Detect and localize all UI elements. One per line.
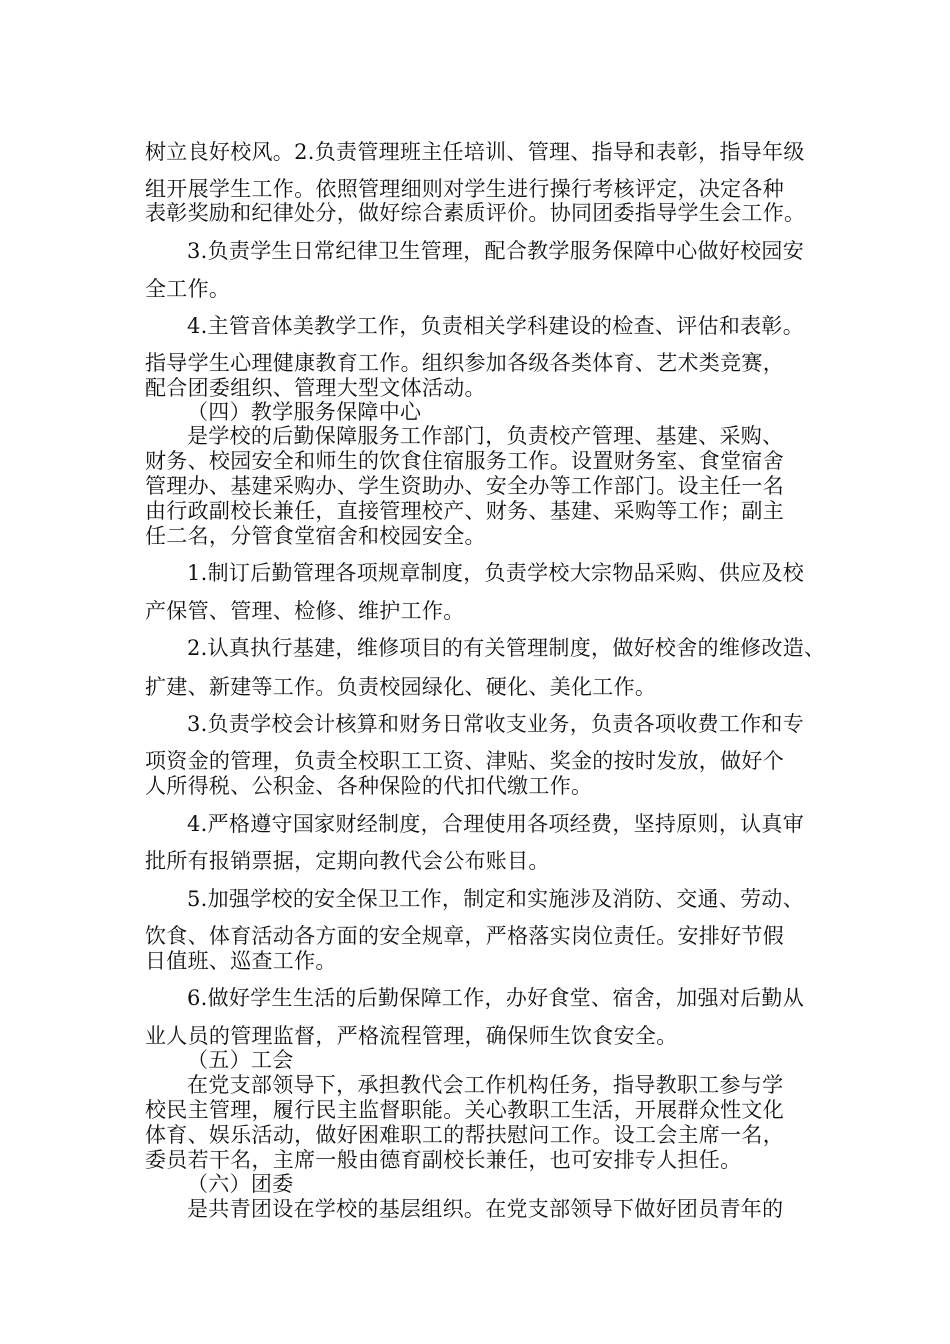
section-heading: （四）教学服务保障中心 <box>187 400 422 424</box>
text-line: 6.做好学生生活的后勤保障工作，办好食堂、宿舍，加强对后勤从 <box>187 986 805 1010</box>
text-line: 1.制订后勤管理各项规章制度，负责学校大宗物品采购、供应及校 <box>187 561 805 585</box>
text-line: 饮食、体育活动各方面的安全规章，严格落实岗位责任。安排好节假 <box>145 924 784 948</box>
section-heading: （六）团委 <box>187 1172 294 1196</box>
text-line: 组开展学生工作。依照管理细则对学生进行操行考核评定，决定各种 <box>145 177 784 201</box>
text-line: 业人员的管理监督，严格流程管理，确保师生饮食安全。 <box>145 1024 678 1048</box>
text-line: 3.负责学生日常纪律卫生管理，配合教学服务保障中心做好校园安 <box>187 239 805 263</box>
text-line: 5.加强学校的安全保卫工作，制定和实施涉及消防、交通、劳动、 <box>187 887 805 911</box>
text-line: 产保管、管理、检修、维护工作。 <box>145 599 465 623</box>
text-line: 配合团委组织、管理大型文体活动。 <box>145 376 486 400</box>
text-line: 4.严格遵守国家财经制度，合理使用各项经费，坚持原则，认真审 <box>187 812 805 836</box>
text-line: 项资金的管理，负责全校职工工资、津贴、奖金的按时发放，做好个 <box>145 749 784 773</box>
text-line: 3.负责学校会计核算和财务日常收支业务，负责各项收费工作和专 <box>187 712 805 736</box>
text-line: 体育、娱乐活动，做好困难职工的帮扶慰问工作。设工会主席一名， <box>145 1123 784 1147</box>
text-line: 人所得税、公积金、各种保险的代扣代缴工作。 <box>145 774 593 798</box>
text-line: 批所有报销票据，定期向教代会公布账目。 <box>145 849 550 873</box>
text-line: 表彰奖励和纪律处分，做好综合素质评价。协同团委指导学生会工作。 <box>145 201 806 225</box>
text-line: 由行政副校长兼任，直接管理校产、财务、基建、采购等工作；副主 <box>145 499 784 523</box>
text-line: 在党支部领导下，承担教代会工作机构任务，指导教职工参与学 <box>187 1073 784 1097</box>
text-line: 2.认真执行基建，维修项目的有关管理制度，做好校舍的维修改造、 <box>187 636 826 660</box>
text-line: 全工作。 <box>145 277 231 301</box>
text-line: 任二名，分管食堂宿舍和校园安全。 <box>145 524 486 548</box>
text-line: 财务、校园安全和师生的饮食住宿服务工作。设置财务室、食堂宿舍 <box>145 449 784 473</box>
text-line: 扩建、新建等工作。负责校园绿化、硬化、美化工作。 <box>145 675 657 699</box>
section-heading: （五）工会 <box>187 1048 294 1072</box>
text-line: 4.主管音体美教学工作，负责相关学科建设的检查、评估和表彰。 <box>187 314 805 338</box>
text-line: 是学校的后勤保障服务工作部门，负责校产管理、基建、采购、 <box>187 424 784 448</box>
text-line: 指导学生心理健康教育工作。组织参加各级各类体育、艺术类竞赛， <box>145 351 784 375</box>
text-line: 委员若干名，主席一般由德育副校长兼任，也可安排专人担任。 <box>145 1148 742 1172</box>
text-line: 树立良好校风。2.负责管理班主任培训、管理、指导和表彰，指导年级 <box>145 140 805 164</box>
text-line: 是共青团设在学校的基层组织。在党支部领导下做好团员青年的 <box>187 1197 784 1221</box>
text-line: 管理办、基建采购办、学生资助办、安全办等工作部门。设主任一名 <box>145 474 784 498</box>
text-line: 校民主管理，履行民主监督职能。关心教职工生活，开展群众性文化 <box>145 1098 784 1122</box>
text-line: 日值班、巡查工作。 <box>145 949 337 973</box>
